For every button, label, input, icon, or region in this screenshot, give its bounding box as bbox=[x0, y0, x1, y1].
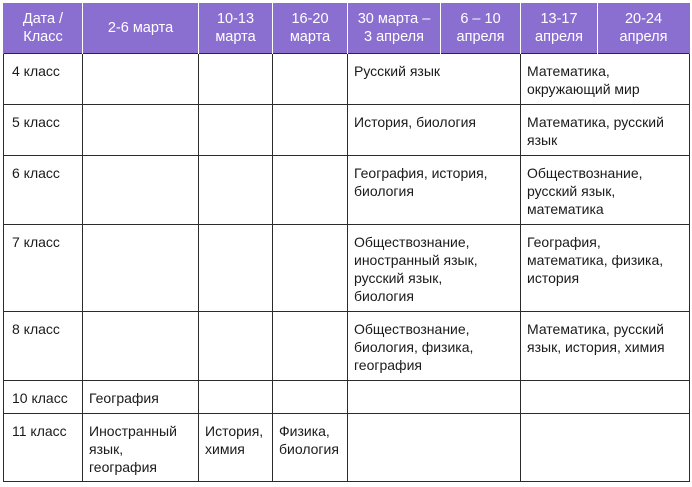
cell-text-line: биология bbox=[354, 182, 414, 199]
exam-schedule-table bbox=[3, 3, 690, 482]
subject-cell-apr-second-half bbox=[521, 413, 690, 481]
header-mar-2-6 bbox=[83, 3, 199, 53]
subject-cell-apr-first-half bbox=[348, 104, 521, 155]
cell-text-line: Математика, bbox=[527, 62, 610, 79]
cell-text-line: география bbox=[89, 458, 157, 475]
subject-cell-apr-second-half bbox=[521, 311, 690, 380]
subject-cell-w1 bbox=[83, 224, 199, 311]
table-row bbox=[4, 104, 690, 155]
cell-text-line: география bbox=[354, 356, 422, 373]
subject-cell-apr-second-half bbox=[521, 155, 690, 224]
subject-cell-w1 bbox=[83, 413, 199, 481]
subject-cell-apr-first-half bbox=[348, 53, 521, 104]
subject-cell-w2 bbox=[199, 224, 273, 311]
header-mar-16-20 bbox=[273, 3, 348, 53]
subject-cell-apr-first-half bbox=[348, 413, 521, 481]
cell-text-line: Дата / bbox=[22, 10, 64, 27]
cell-text-line: 10-13 bbox=[216, 10, 255, 27]
cell-text-line: 13-17 bbox=[540, 10, 578, 27]
cell-text-line: Математика, русский bbox=[527, 320, 664, 337]
class-label: 10 класс bbox=[12, 389, 68, 406]
header-mar30-apr3 bbox=[348, 3, 441, 53]
subject-cell-w3 bbox=[273, 155, 348, 224]
subject-cell-w2 bbox=[199, 53, 273, 104]
cell-text-line: История, bbox=[205, 422, 264, 439]
cell-text-line: математика bbox=[527, 200, 604, 217]
table-row bbox=[4, 224, 690, 311]
cell-text-line: Обществознание, bbox=[527, 164, 643, 181]
cell-text-line: апреля bbox=[619, 28, 668, 45]
subject-cell-w3 bbox=[273, 413, 348, 481]
cell-text-line: марта bbox=[215, 28, 256, 45]
cell-text-line: Обществознание, bbox=[354, 233, 470, 250]
subject-cell-w1 bbox=[83, 53, 199, 104]
cell-text-line: язык, bbox=[89, 440, 124, 457]
subject-cell-w1 bbox=[83, 104, 199, 155]
subject-cell-w1 bbox=[83, 380, 199, 413]
subject-cell-w2 bbox=[199, 104, 273, 155]
cell-text-line: русский язык, bbox=[354, 269, 443, 286]
class-label: 5 класс bbox=[12, 113, 60, 130]
cell-text-line: 3 апреля bbox=[364, 28, 424, 45]
header-date-class bbox=[4, 3, 83, 53]
subject-cell-apr-second-half bbox=[521, 104, 690, 155]
table-row bbox=[4, 311, 690, 380]
class-cell bbox=[4, 224, 83, 311]
subject-cell-w3 bbox=[273, 53, 348, 104]
cell-text-line: язык bbox=[527, 131, 558, 148]
header-mar-10-13 bbox=[199, 3, 273, 53]
header-row bbox=[4, 3, 690, 53]
subject-cell-w3 bbox=[273, 104, 348, 155]
subject-cell-w1 bbox=[83, 155, 199, 224]
table-row bbox=[4, 53, 690, 104]
subject-cell-apr-second-half bbox=[521, 53, 690, 104]
cell-text-line: Класс bbox=[23, 28, 63, 45]
table-body bbox=[4, 53, 690, 481]
header-apr-6-10 bbox=[441, 3, 521, 53]
table-row bbox=[4, 380, 690, 413]
cell-text-line: 20-24 bbox=[624, 10, 663, 27]
cell-text-line: География, bbox=[527, 233, 601, 250]
cell-text-line: 16-20 bbox=[291, 10, 329, 27]
subject-cell-w2 bbox=[199, 380, 273, 413]
subject-cell-w1 bbox=[83, 311, 199, 380]
class-cell bbox=[4, 380, 83, 413]
class-cell bbox=[4, 311, 83, 380]
subject-cell-apr-first-half bbox=[348, 155, 521, 224]
subject-cell-w3 bbox=[273, 224, 348, 311]
class-cell bbox=[4, 155, 83, 224]
cell-text-line: 6 – 10 bbox=[460, 10, 501, 27]
table-row bbox=[4, 155, 690, 224]
class-label: 11 класс bbox=[12, 422, 67, 439]
subject-cell-w3 bbox=[273, 311, 348, 380]
cell-text-line: математика, физика, bbox=[527, 251, 664, 268]
class-label: 7 класс bbox=[12, 233, 60, 250]
class-cell bbox=[4, 413, 83, 481]
cell-text-line: апреля bbox=[535, 28, 583, 45]
cell-text-line: 2-6 марта bbox=[107, 19, 174, 36]
class-label: 8 класс bbox=[12, 320, 60, 337]
cell-text-line: иностранный язык, bbox=[354, 251, 478, 268]
cell-text-line: Обществознание, bbox=[354, 320, 470, 337]
subject-cell-w2 bbox=[199, 311, 273, 380]
subject-cell-w2 bbox=[199, 155, 273, 224]
cell-text-line: окружающий мир bbox=[527, 80, 640, 97]
subject-cell-apr-first-half bbox=[348, 224, 521, 311]
table-row bbox=[4, 413, 690, 481]
subject-cell-apr-first-half bbox=[348, 380, 521, 413]
cell-text-line: География bbox=[89, 389, 159, 406]
class-label: 6 класс bbox=[12, 164, 60, 181]
cell-text-line: биология, физика, bbox=[354, 338, 474, 355]
class-cell bbox=[4, 53, 83, 104]
cell-text-line: апреля bbox=[456, 28, 505, 45]
cell-text-line: химия bbox=[205, 440, 245, 457]
header-apr-13-17 bbox=[521, 3, 598, 53]
subject-cell-w2 bbox=[199, 413, 273, 481]
cell-text-line: язык, история, химия bbox=[527, 338, 665, 355]
header-apr-20-24 bbox=[598, 3, 690, 53]
cell-text-line: русский язык, bbox=[527, 182, 616, 199]
subject-cell-apr-first-half bbox=[348, 311, 521, 380]
cell-text-line: 30 марта – bbox=[357, 10, 431, 27]
cell-text-line: биология bbox=[354, 287, 414, 304]
cell-text-line: биология bbox=[279, 440, 339, 457]
cell-text-line: Физика, bbox=[279, 422, 330, 439]
cell-text-line: История, биология bbox=[354, 113, 477, 130]
class-label: 4 класс bbox=[12, 62, 60, 79]
cell-text-line: марта bbox=[289, 28, 331, 45]
subject-cell-apr-second-half bbox=[521, 224, 690, 311]
cell-text-line: история bbox=[527, 269, 580, 286]
cell-text-line: Русский язык bbox=[354, 62, 441, 79]
cell-text-line: Иностранный bbox=[89, 422, 177, 439]
cell-text-line: Математика, русский bbox=[527, 113, 664, 130]
class-cell bbox=[4, 104, 83, 155]
subject-cell-apr-second-half bbox=[521, 380, 690, 413]
cell-text-line: География, история, bbox=[354, 164, 488, 181]
subject-cell-w3 bbox=[273, 380, 348, 413]
